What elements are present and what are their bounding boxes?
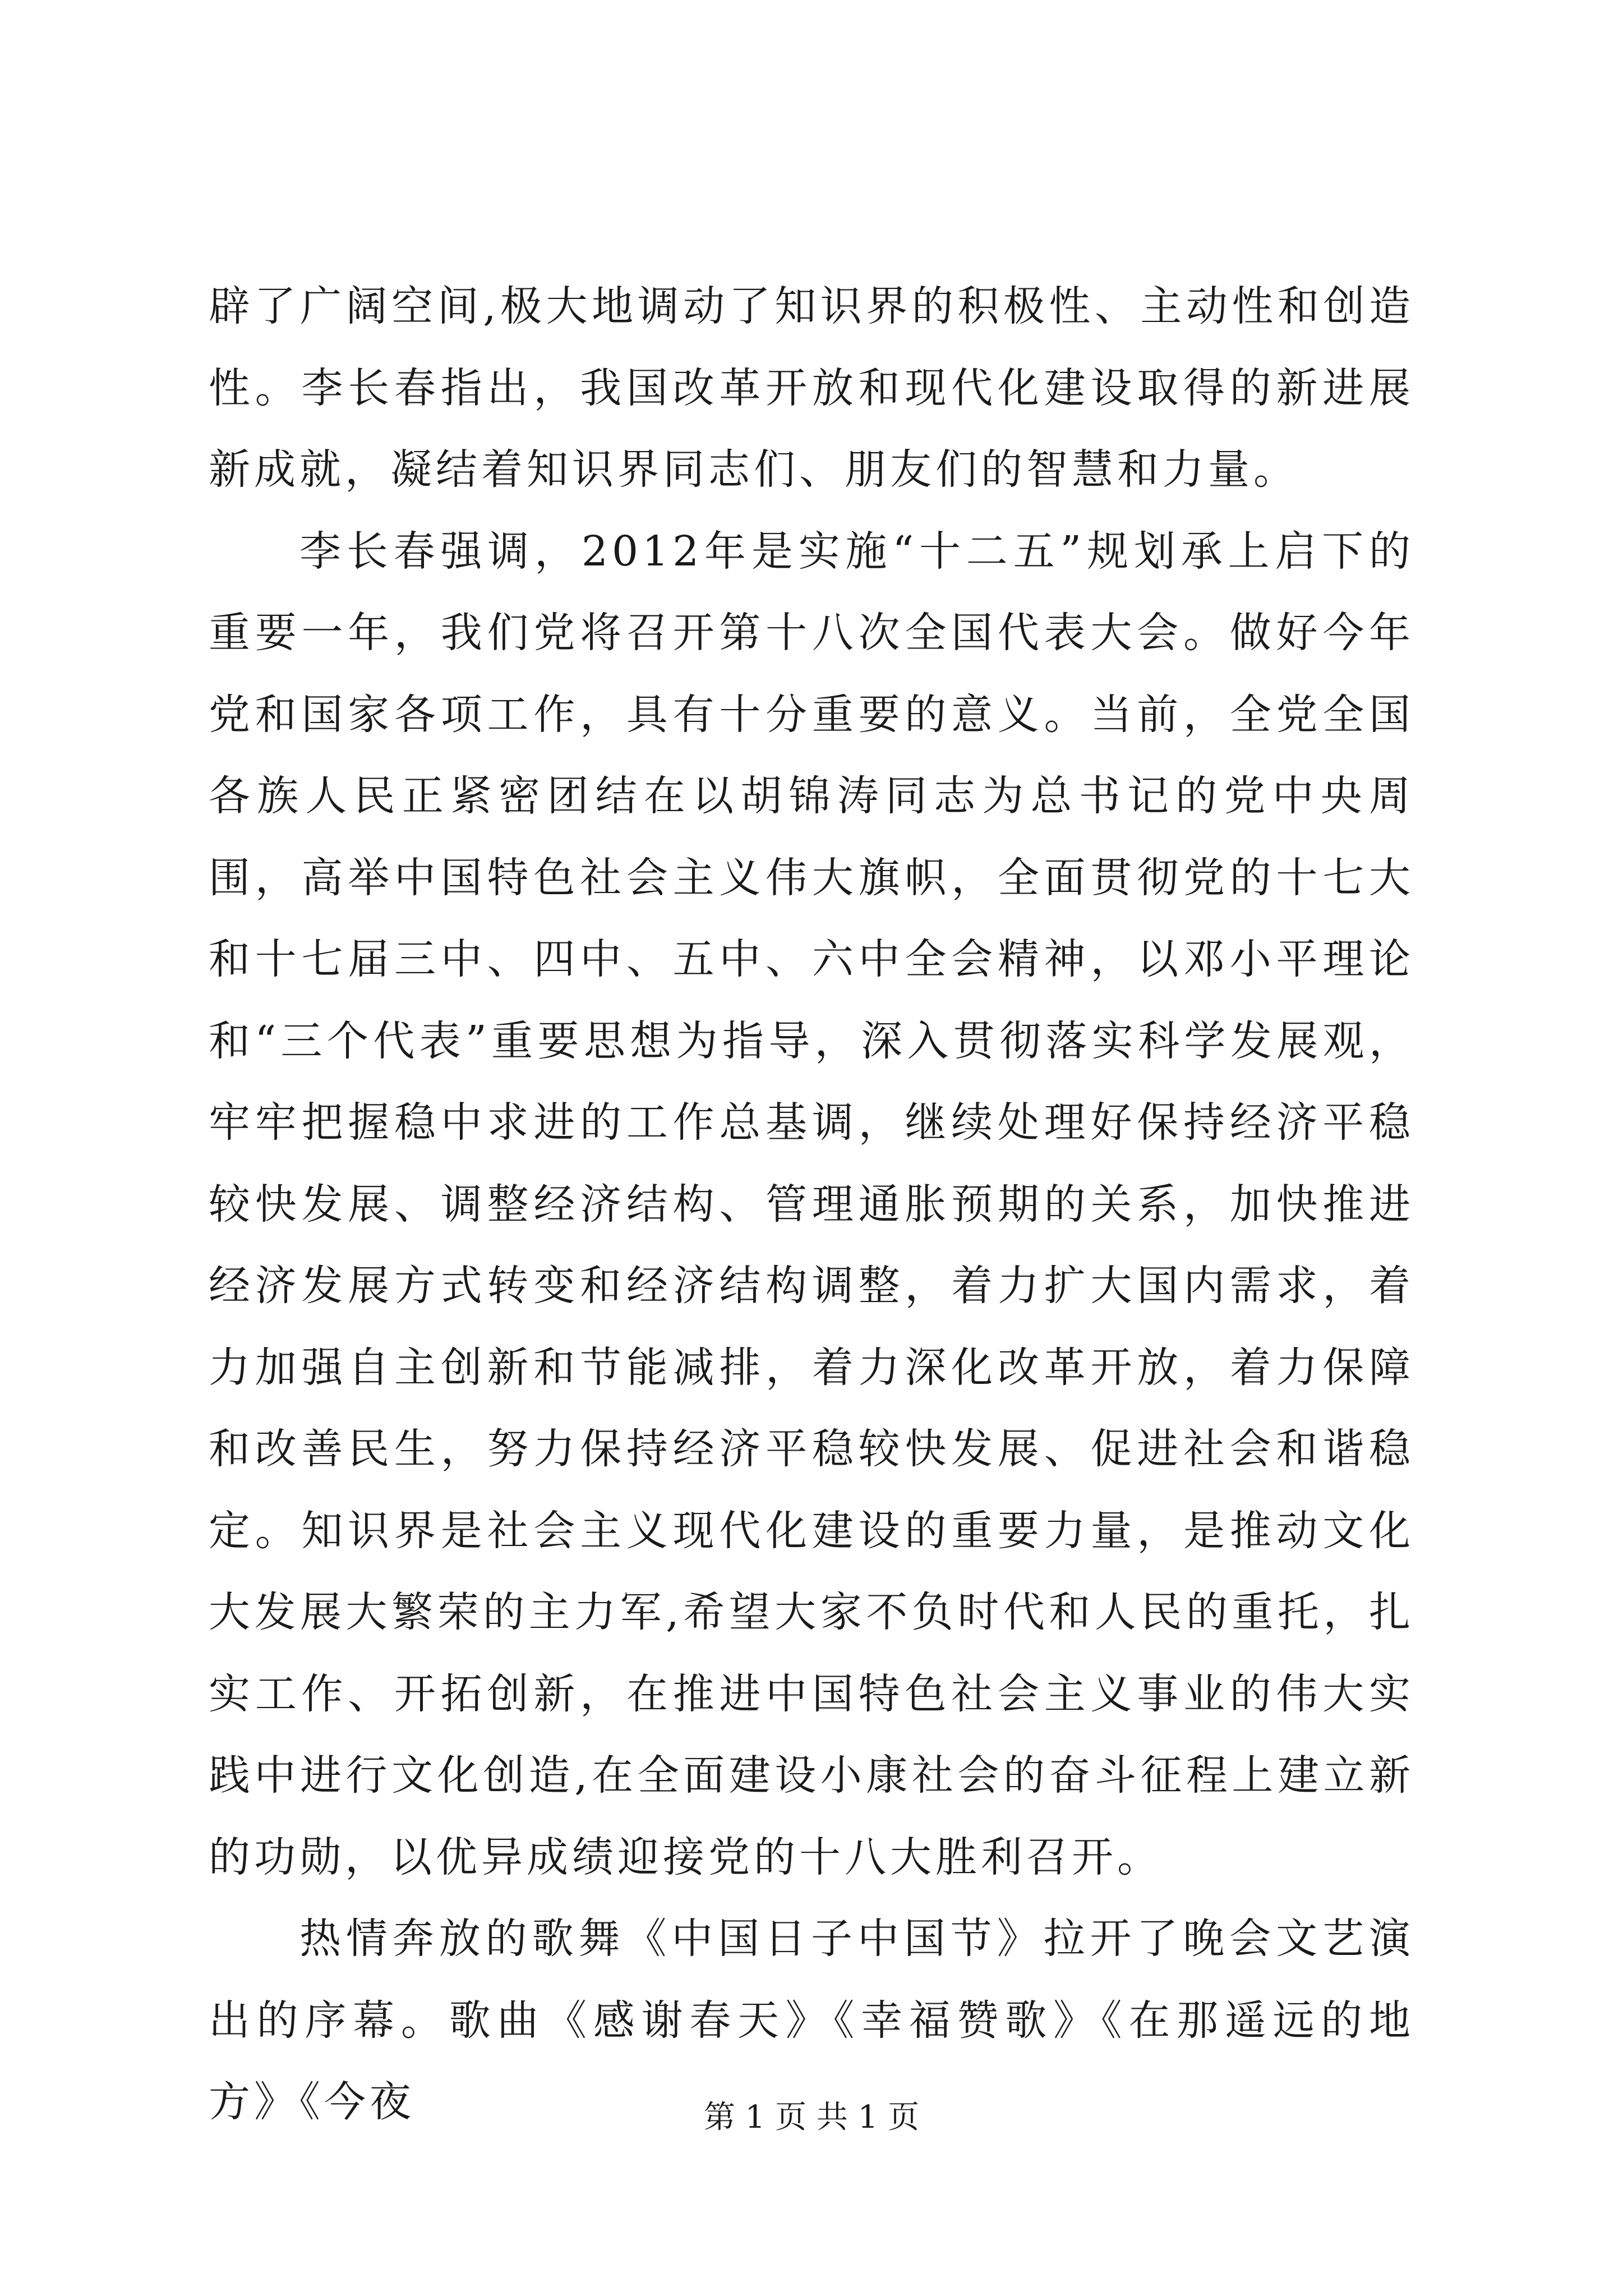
paragraph-1: 辟了广阔空间,极大地调动了知识界的积极性、主动性和创造性。李长春指出，我国改革开放和现代化建设取得的新进展新成就，凝结着知识界同志们、朋友们的智慧和力量。 [209, 282, 1414, 494]
document-body [209, 266, 1414, 2143]
page-footer: 第 1 页 共 1 页 [703, 2099, 920, 2136]
paragraph-2: 李长春强调，2012年是实施“十二五”规划承上启下的重要一年，我们党将召开第十八次全国代表大会。做好今年党和国家各项工作，具有十分重要的意义。当前，全党全国各族人民正紧密团结在以胡锦涛同志为总书记的党中央周围，高举中国特色社会主义伟大旗帜，全面贯彻党的十七大和十七届三中、四中、五中、六中全会精神，以邓小平理论和“三个代表”重要思想为指导，深入贯彻落实科学发展观，牢牢把握稳中求进的工作总基调，继续处理好保持经济平稳较快发展、调整经济结构、管理通胀预期的关系，加快推进经济发展方式转变和经济结构调整，着力扩大国内需求，着力加强自主创新和节能减排，着力深化改革开放，着力保障和改善民生，努力保持经济平稳较快发展、促进社会和谐稳定。知识界是社会主义现代化建设的重要力量，是推动文化大发展大繁荣的主力军,希望大家不负时代和人民的重托，扎实工作、开拓创新，在推进中国特色社会主义事业的伟大实践中进行文化创造,在全面建设小康社会的奋斗征程上建立新的功勋，以优异成绩迎接党的十八大胜利召开。 [209, 527, 1414, 1881]
paragraph-3: 热情奔放的歌舞《中国日子中国节》拉开了晚会文艺演出的序幕。歌曲《感谢春天》《幸福赞歌》《在那遥远的地方》《今夜 [209, 1915, 1414, 2126]
